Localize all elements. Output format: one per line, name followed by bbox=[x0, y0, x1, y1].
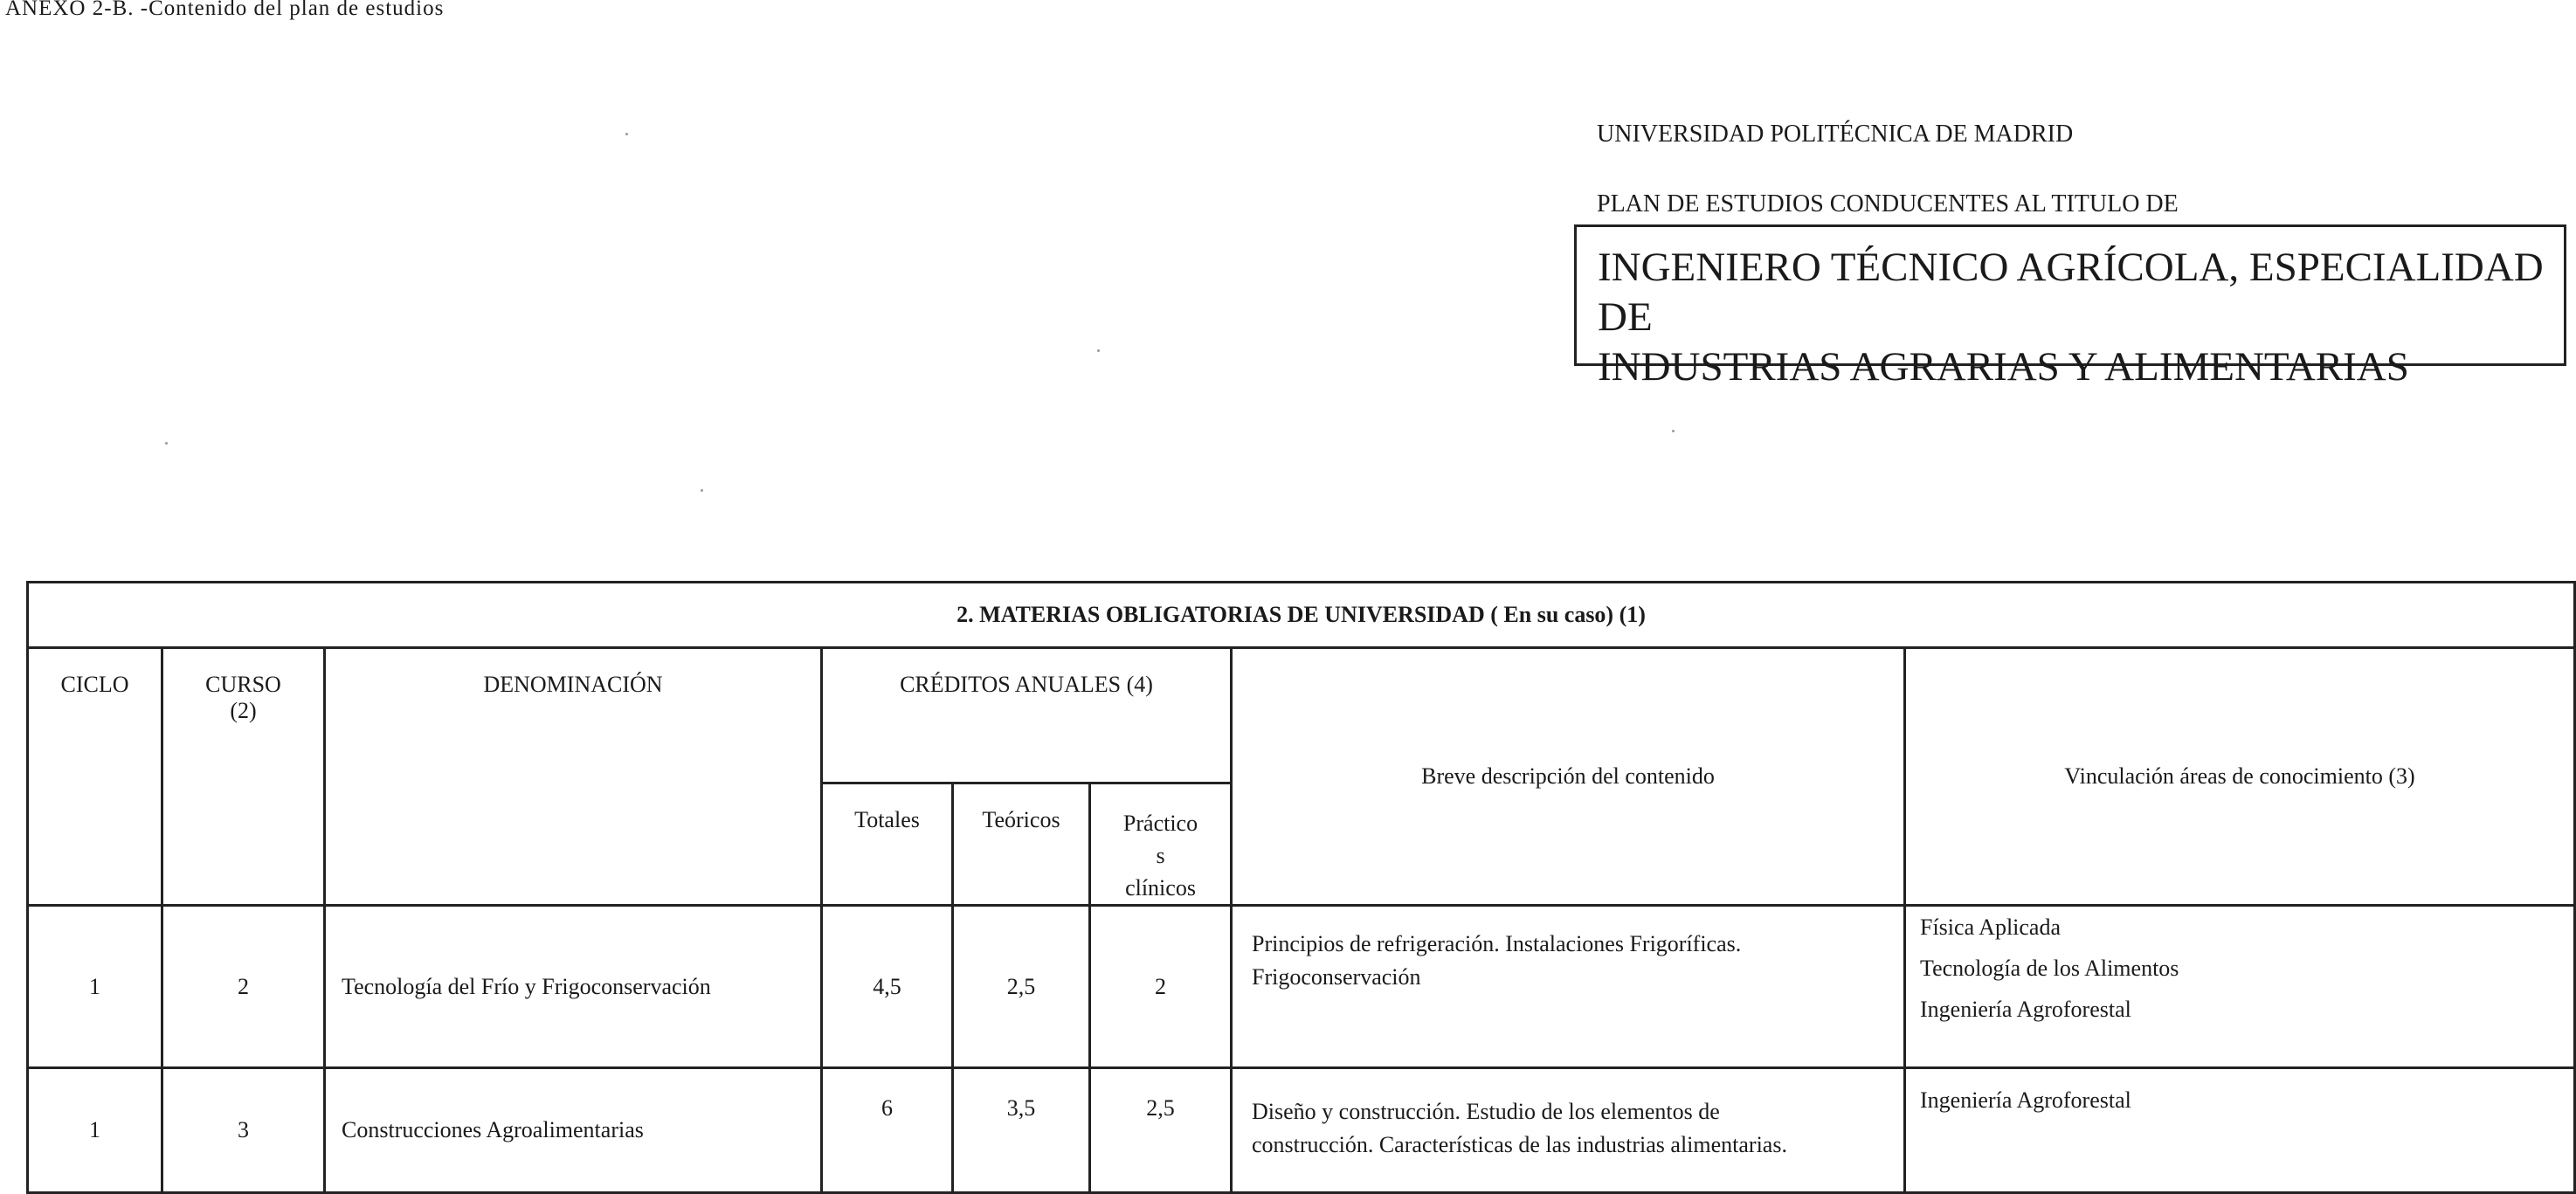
cell-curso: 2 bbox=[162, 906, 325, 1068]
col-header-practicos-line1: Práctico bbox=[1122, 811, 1198, 836]
col-header-curso-line1: CURSO bbox=[205, 672, 281, 697]
col-header-denominacion: DENOMINACIÓN bbox=[325, 648, 822, 906]
cell-totales: 4,5 bbox=[822, 906, 953, 1068]
cell-denominacion: Tecnología del Frío y Frigoconservación bbox=[325, 906, 822, 1068]
degree-title-line1: INGENIERO TÉCNICO AGRÍCOLA, ESPECIALIDAD DE bbox=[1598, 245, 2544, 340]
cell-practicos: 2 bbox=[1090, 906, 1232, 1068]
table-row bbox=[28, 906, 2575, 1068]
col-header-practicos bbox=[1090, 783, 1232, 906]
area-item: Física Aplicada bbox=[1920, 914, 2061, 940]
cell-teoricos: 3,5 bbox=[953, 1068, 1090, 1193]
degree-title-box bbox=[1574, 224, 2566, 390]
col-header-vinculacion: Vinculación áreas de conocimiento (3) bbox=[1905, 648, 2575, 906]
cell-curso: 3 bbox=[162, 1068, 325, 1193]
descripcion-line2: construcción. Características de las industrias alimentarias. bbox=[1252, 1132, 1787, 1157]
cell-ciclo: 1 bbox=[28, 906, 162, 1068]
subjects-table bbox=[26, 581, 2576, 1194]
area-item: Ingeniería Agroforestal bbox=[1920, 1087, 2131, 1113]
scan-speck bbox=[1672, 430, 1675, 432]
university-name: UNIVERSIDAD POLITÉCNICA DE MADRID bbox=[1597, 121, 2074, 148]
cell-practicos: 2,5 bbox=[1090, 1068, 1232, 1193]
cell-totales: 6 bbox=[822, 1068, 953, 1193]
area-item: Ingeniería Agroforestal bbox=[1920, 997, 2131, 1022]
scan-speck bbox=[1097, 349, 1100, 352]
cell-descripcion bbox=[1232, 906, 1905, 1068]
descripcion-line1: Diseño y construcción. Estudio de los elementos de bbox=[1252, 1099, 1720, 1124]
scan-speck bbox=[701, 489, 703, 492]
col-header-ciclo: CICLO bbox=[28, 648, 162, 906]
descripcion-line2: Frigoconservación bbox=[1252, 964, 1421, 990]
cell-ciclo: 1 bbox=[28, 1068, 162, 1193]
table-row bbox=[28, 1068, 2575, 1193]
cell-descripcion bbox=[1232, 1068, 1905, 1193]
cell-areas bbox=[1905, 1068, 2575, 1193]
scan-speck bbox=[165, 442, 168, 445]
col-header-creditos: CRÉDITOS ANUALES (4) bbox=[822, 648, 1232, 783]
plan-label: PLAN DE ESTUDIOS CONDUCENTES AL TITULO DE bbox=[1597, 190, 2179, 217]
col-header-practicos-line2: s bbox=[1156, 843, 1165, 868]
col-header-practicos-line3: clínicos bbox=[1125, 875, 1196, 901]
area-item: Tecnología de los Alimentos bbox=[1920, 956, 2179, 981]
annex-label: ANEXO 2-B. -Contenido del plan de estudios bbox=[5, 0, 445, 20]
degree-title-line2: INDUSTRIAS AGRARIAS Y ALIMENTARIAS bbox=[1598, 344, 2409, 390]
col-header-descripcion: Breve descripción del contenido bbox=[1232, 648, 1905, 906]
col-header-totales: Totales bbox=[822, 783, 953, 906]
cell-teoricos: 2,5 bbox=[953, 906, 1090, 1068]
cell-areas bbox=[1905, 906, 2575, 1068]
col-header-curso bbox=[162, 648, 325, 906]
scan-speck bbox=[625, 133, 628, 135]
col-header-teoricos: Teóricos bbox=[953, 783, 1090, 906]
descripcion-line1: Principios de refrigeración. Instalaciones Frigoríficas. bbox=[1252, 931, 1742, 956]
col-header-curso-line2: (2) bbox=[230, 698, 257, 723]
cell-denominacion: Construcciones Agroalimentarias bbox=[325, 1068, 822, 1193]
table-heading: 2. MATERIAS OBLIGATORIAS DE UNIVERSIDAD ( En su caso) (1) bbox=[28, 583, 2575, 648]
